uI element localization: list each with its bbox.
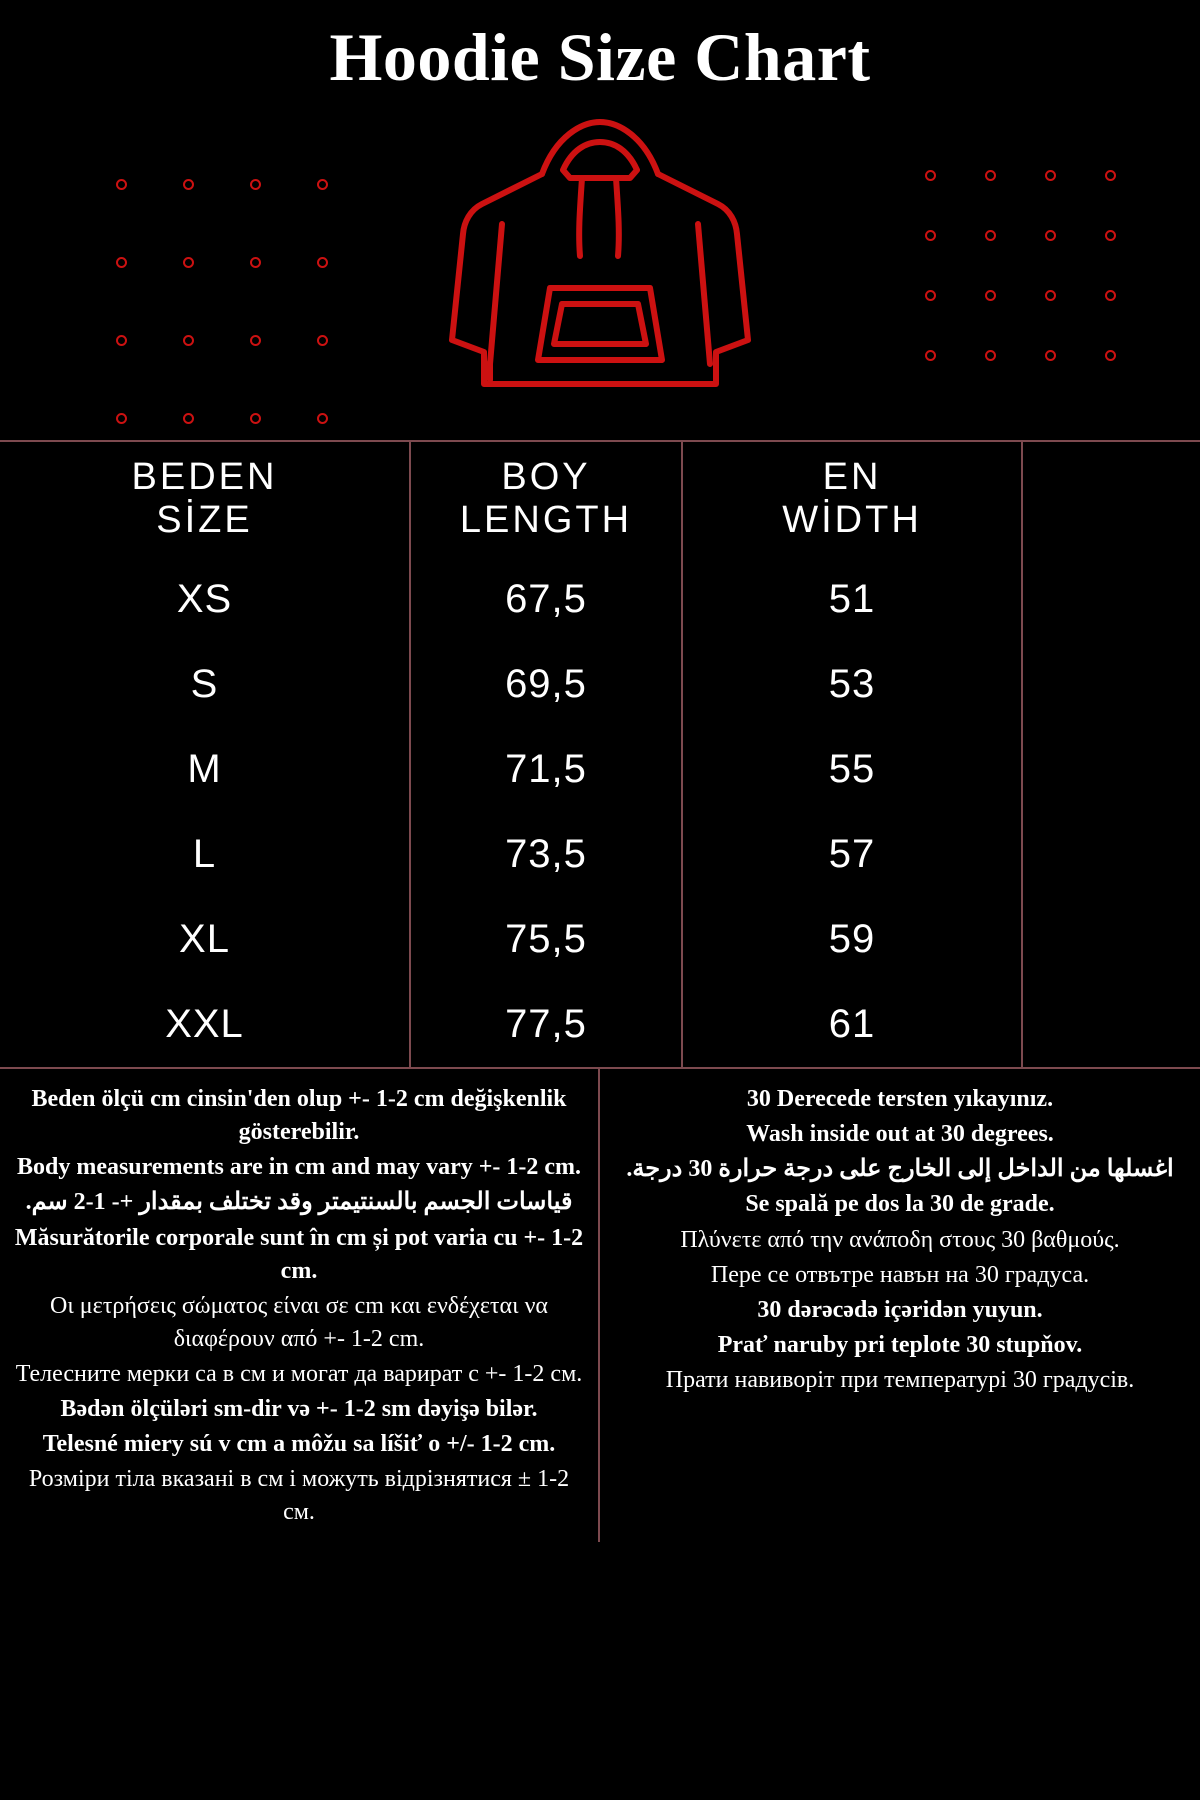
care-line: 30 Derecede tersten yıkayınız. bbox=[746, 1086, 1054, 1113]
size-table-section bbox=[0, 440, 1200, 1069]
cell-size: XS bbox=[0, 557, 410, 642]
cell-width: 53 bbox=[682, 642, 1022, 727]
cell-extra bbox=[1022, 642, 1200, 727]
note-line: Beden ölçü cm cinsin'den olup +- 1-2 cm değişkenlik gösterebilir. bbox=[31, 1086, 567, 1146]
care-line: Пере се отвътре навън на 30 градуса. bbox=[710, 1261, 1090, 1288]
cell-extra bbox=[1022, 727, 1200, 812]
note-line: Body measurements are in cm and may vary +- 1-2 cm. bbox=[16, 1154, 582, 1181]
cell-extra bbox=[1022, 812, 1200, 897]
cell-size: XL bbox=[0, 897, 410, 982]
note-line: Телесните мерки са в см и могат да варират с +- 1-2 см. bbox=[15, 1360, 583, 1387]
table-row bbox=[0, 812, 1200, 897]
column-header-empty bbox=[1022, 442, 1200, 557]
column-header-width bbox=[682, 442, 1022, 557]
cell-extra bbox=[1022, 982, 1200, 1067]
cell-width: 61 bbox=[682, 982, 1022, 1067]
column-header-size-line1: BEDEN bbox=[131, 456, 278, 498]
hoodie-icon bbox=[430, 112, 770, 412]
table-row bbox=[0, 557, 1200, 642]
cell-width: 55 bbox=[682, 727, 1022, 812]
measurement-notes bbox=[0, 1069, 600, 1541]
care-instructions bbox=[600, 1069, 1200, 1541]
cell-length: 71,5 bbox=[410, 727, 682, 812]
note-line: Bədən ölçüləri sm-dir və +- 1-2 sm dəyişə bilər. bbox=[60, 1396, 538, 1423]
cell-length: 69,5 bbox=[410, 642, 682, 727]
cell-extra bbox=[1022, 557, 1200, 642]
size-table bbox=[0, 442, 1200, 1067]
note-line: Розміри тіла вказані в см і можуть відрізнятися ± 1-2 см. bbox=[28, 1466, 570, 1526]
cell-width: 57 bbox=[682, 812, 1022, 897]
care-line: اغسلها من الداخل إلى الخارج على درجة حرارة 30 درجة. bbox=[626, 1156, 1174, 1183]
column-header-length bbox=[410, 442, 682, 557]
note-line: Οι μετρήσεις σώματος είναι σε cm και ενδέχεται να διαφέρουν από +- 1-2 cm. bbox=[49, 1292, 549, 1352]
note-line: Telesné miery sú v cm a môžu sa líšiť o +/- 1-2 cm. bbox=[42, 1431, 556, 1458]
table-header-row bbox=[0, 442, 1200, 557]
care-line: Wash inside out at 30 degrees. bbox=[746, 1121, 1054, 1148]
cell-length: 75,5 bbox=[410, 897, 682, 982]
cell-length: 67,5 bbox=[410, 557, 682, 642]
note-line: قياسات الجسم بالسنتيمتر وقد تختلف بمقدار +- 1-2 سم. bbox=[25, 1189, 573, 1216]
cell-width: 51 bbox=[682, 557, 1022, 642]
table-row bbox=[0, 982, 1200, 1067]
note-line: Măsurătorile corporale sunt în cm și pot varia cu +- 1-2 cm. bbox=[14, 1224, 584, 1284]
care-line: Прати навиворіт при температурі 30 градусів. bbox=[665, 1366, 1135, 1393]
cell-width: 59 bbox=[682, 897, 1022, 982]
column-header-width-line2: WİDTH bbox=[782, 498, 922, 541]
column-header-length-line2: LENGTH bbox=[459, 498, 633, 541]
table-row bbox=[0, 897, 1200, 982]
care-line: Prať naruby pri teplote 30 stupňov. bbox=[717, 1331, 1083, 1358]
care-line: Πλύνετε από την ανάποδη στους 30 βαθμούς. bbox=[680, 1226, 1120, 1253]
header bbox=[0, 0, 1200, 440]
page-title: Hoodie Size Chart bbox=[329, 19, 871, 95]
column-header-size bbox=[0, 442, 410, 557]
care-line: Se spală pe dos la 30 de grade. bbox=[745, 1191, 1055, 1218]
cell-size: XXL bbox=[0, 982, 410, 1067]
cell-length: 77,5 bbox=[410, 982, 682, 1067]
cell-extra bbox=[1022, 897, 1200, 982]
hoodie-illustration bbox=[0, 112, 1200, 412]
cell-size: S bbox=[0, 642, 410, 727]
column-header-width-line1: EN bbox=[822, 456, 882, 498]
cell-size: L bbox=[0, 812, 410, 897]
table-row bbox=[0, 727, 1200, 812]
care-line: 30 dərəcədə içəridən yuyun. bbox=[757, 1296, 1043, 1323]
column-header-size-line2: SİZE bbox=[156, 498, 253, 541]
table-row bbox=[0, 642, 1200, 727]
cell-length: 73,5 bbox=[410, 812, 682, 897]
column-header-length-line1: BOY bbox=[501, 456, 591, 498]
notes-section bbox=[0, 1069, 1200, 1541]
cell-size: M bbox=[0, 727, 410, 812]
